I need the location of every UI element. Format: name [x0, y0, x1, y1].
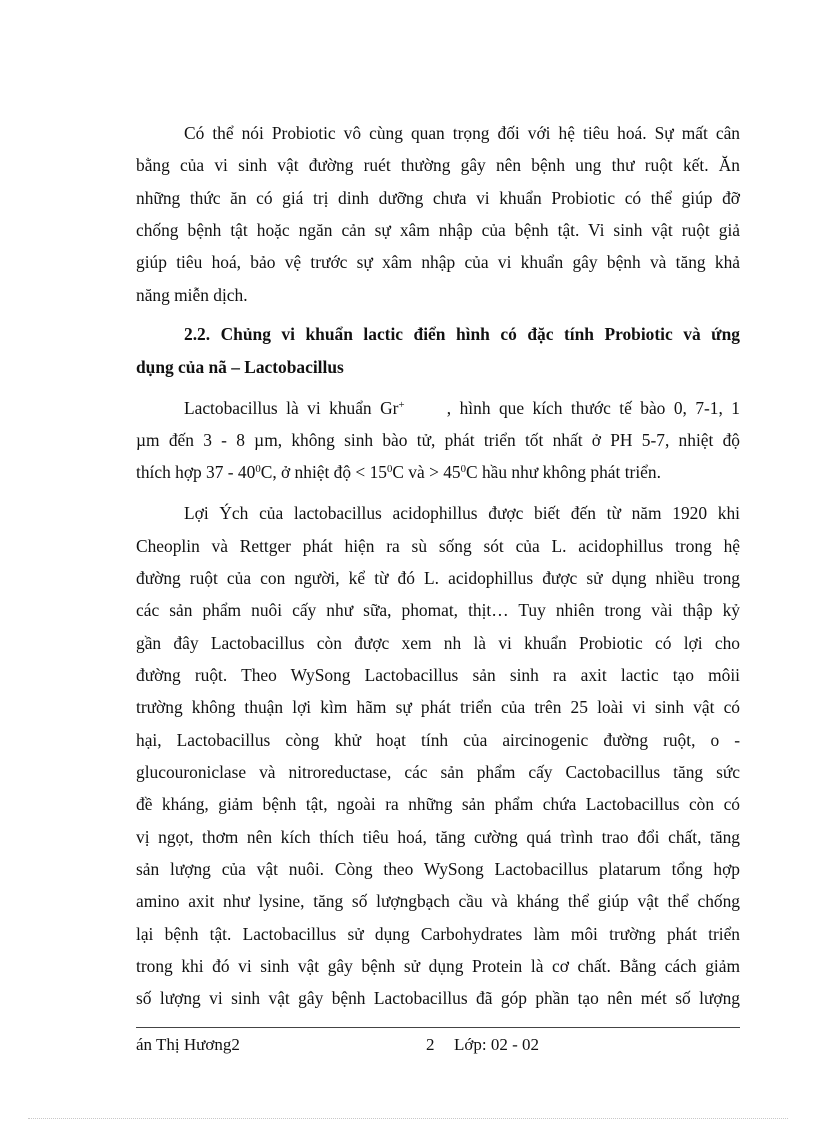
footer-divider — [136, 1027, 740, 1028]
lacto-intro-line-1 — [184, 397, 740, 419]
benefits-line-14: lại bệnh tật. Lactobacillus sử dụng Carbohydrates làm môi trường phát triển — [136, 924, 740, 944]
footer-class-label: Lớp: 02 - 02 — [454, 1035, 540, 1054]
benefits-line-11: vị ngọt, thơm nên kích thích tiêu hoá, tăng cường quá trình trao đổi chất, tăng — [136, 827, 740, 847]
degree-sup-1: 0 — [255, 463, 261, 476]
paragraph-1-line-3: những thức ăn có giá trị dinh dưỡng chưa vi khuẩn Probiotic có thể giúp đỡ — [136, 188, 740, 208]
benefits-line-3: đường ruột của con người, kể từ đó L. acidophillus được sử dụng nhiều trong — [136, 568, 740, 588]
footer-author: án Thị Hương2 — [136, 1035, 240, 1054]
section-heading-line-2: dụng của nã – Lactobacillus — [136, 357, 344, 377]
benefits-line-10: đề kháng, giảm bệnh tật, ngoài ra những sản phẩm chứa Lactobacillus còn có — [136, 794, 740, 814]
paragraph-1-line-4: chống bệnh tật hoặc ngăn cản sự xâm nhập của bệnh tật. Vi sinh vật ruột giả — [136, 220, 740, 240]
degree-sup-3: 0 — [460, 463, 467, 476]
benefits-line-4: các sản phẩm nuôi cấy như sữa, phomat, thịt… Tuy nhiên trong vài thập kỷ — [136, 600, 740, 620]
benefits-line-16: số lượng vi sinh vật gây bệnh Lactobacillus đã góp phần tạo nên mét số lượng — [136, 988, 740, 1008]
lacto-intro-l3-b: C, ở nhiệt độ < 15 — [260, 462, 387, 482]
lacto-intro-l3-c: C và > 45 — [392, 462, 461, 482]
paragraph-1-line-6: năng miễn dịch. — [136, 285, 248, 305]
lacto-intro-text-a: Lactobacillus là vi khuẩn Gr — [184, 398, 399, 418]
benefits-line-8: hại, Lactobacillus còng khử hoạt tính của aircinogenic đường ruột, o - — [136, 730, 740, 750]
paragraph-1-line-5: giúp tiêu hoá, bảo vệ trước sự xâm nhập của vi khuẩn gây bệnh và tăng khả — [136, 252, 740, 272]
benefits-line-1: Lợi Ých của lactobacillus acidophillus được biết đến từ năm 1920 khi — [184, 503, 740, 523]
benefits-line-7: trường không thuận lợi kìm hãm sự phát triển của trên 25 loài vi sinh vật có — [136, 697, 740, 717]
degree-sup-2: 0 — [386, 463, 393, 476]
benefits-line-5: gần đây Lactobacillus còn được xem nh là vi khuẩn Probiotic có lợi cho — [136, 633, 740, 653]
lacto-intro-line-2: µm đến 3 - 8 µm, không sinh bào tử, phát triển tốt nhất ở PH 5-7, nhiệt độ — [136, 430, 740, 450]
page-bottom-divider — [28, 1118, 788, 1119]
section-heading-line-1: 2.2. Chủng vi khuẩn lactic điển hình có đặc tính Probiotic và ứng — [184, 324, 740, 344]
benefits-line-13: amino axit như lysine, tăng số lượngbạch cầu và kháng thể giúp vật thể chống — [136, 891, 740, 911]
lacto-intro-l3-a: thích hợp 37 - 40 — [136, 462, 256, 482]
benefits-line-2: Cheoplin và Rettger phát hiện ra sù sống sót của L. acidophillus trong hệ — [136, 536, 740, 556]
lacto-intro-l3-d: C hầu như không phát triển. — [466, 462, 661, 482]
benefits-line-9: glucouroniclase và nitroreductase, các sản phẩm cấy Cactobacillus tăng sức — [136, 762, 740, 782]
benefits-line-6: đường ruột. Theo WySong Lactobacillus sản sinh ra axit lactic tạo môii — [136, 665, 740, 685]
paragraph-1-line-2: bằng của vi sinh vật đường ruét thường gây nên bệnh ung thư ruột kết. Ăn — [136, 155, 740, 175]
gram-positive-sup: + — [398, 399, 405, 412]
paragraph-1-line-1: Có thể nói Probiotic vô cùng quan trọng đối với hệ tiêu hoá. Sự mất cân — [184, 123, 740, 143]
benefits-line-12: sản lượng của vật nuôi. Còng theo WySong Lactobacillus platarum tổng hợp — [136, 859, 740, 879]
lacto-intro-line-3 — [136, 461, 740, 483]
footer-page-number: 2 — [426, 1035, 435, 1054]
lacto-intro-text-b: , hình que kích thước tế bào 0, 7-1, 1 — [404, 398, 741, 418]
benefits-line-15: trong khi đó vi sinh vật gây bệnh sử dụng Protein là cơ chất. Bằng cách giảm — [136, 956, 740, 976]
